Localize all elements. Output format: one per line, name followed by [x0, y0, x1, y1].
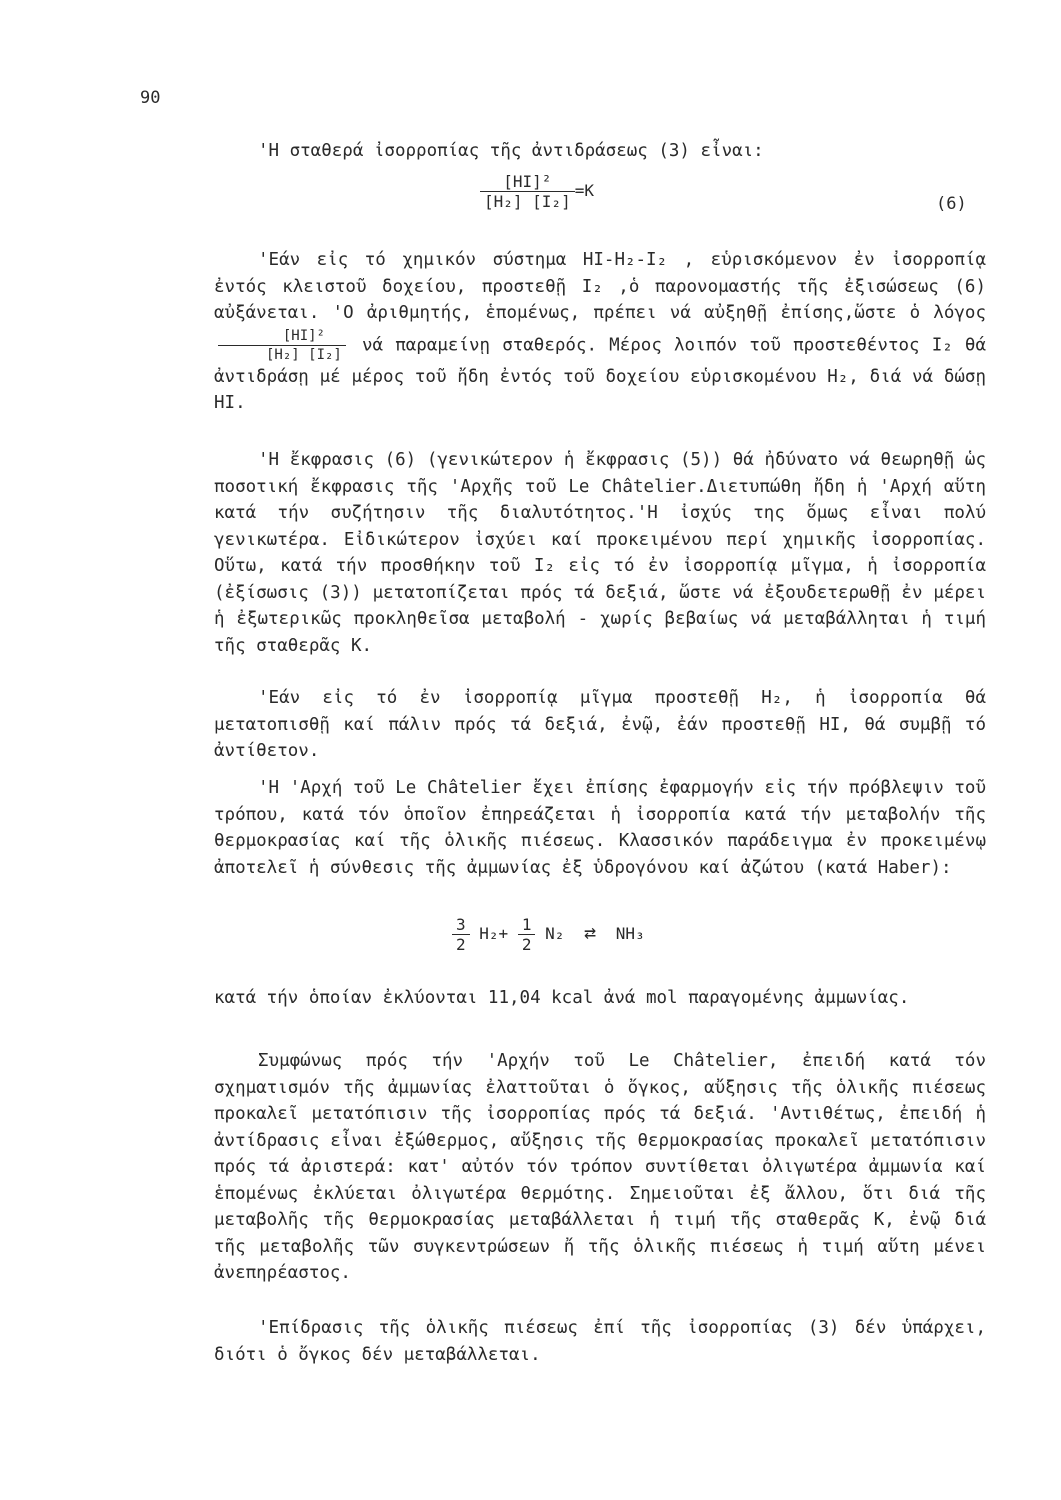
- equation-6-denominator: [H₂] [I₂]: [484, 192, 571, 211]
- haber-equation: [452, 915, 645, 954]
- ratio-numerator: [HI]²: [218, 327, 346, 346]
- paragraph-8: 'Επίδρασις τῆς ὁλικῆς πιέσεως ἐπί τῆς ἰσορροπίας (3) δέν ὑπάρχει, διότι ὁ ὄγκος δέν μεταβάλλεται.: [214, 1318, 986, 1365]
- ratio-fraction: [218, 327, 346, 364]
- page-number: 90: [140, 88, 161, 108]
- paragraph-7: Συμφώνως πρός τήν 'Αρχήν τοῦ Le Châtelier, ἐπειδή κατά τόν σχηματισμόν τῆς ἀμμωνίας ἐλαττοῦται ὁ ὄγκος, αὔξησις τῆς ὁλικῆς πιέσεως προκαλεῖ μετατόπισιν τῆς ἰσορροπίας πρός τά δεξιά. 'Αντιθέτως, ἐπειδή ἡ ἀντίδρασις εἶναι ἐξώθερμος, αὔξησις τῆς θερμοκρασίας προκαλεῖ μετατόπισιν πρός τά ἀριστερά: κατ' αὐτόν τόν τρόπον συντίθεται ὀλιγωτέρα ἀμμωνία καί ἑπομένως ἐκλύεται ὀλιγωτέρα θερμότης. Σημειοῦται ἐξ ἄλλου, ὅτι διά τῆς μεταβολῆς τῆς θερμοκρασίας μεταβάλλεται ἡ τιμή τῆς σταθερᾶς K, ἐνῷ διά τῆς μεταβολῆς τῶν συγκεντρώσεων ἤ τῆς ὁλικῆς πιέσεως ἡ τιμή αὕτη μένει ἀνεπηρέαστος.: [214, 1051, 986, 1283]
- reactant-n2: N₂: [545, 924, 565, 943]
- coefficient-h2: [452, 915, 470, 954]
- equilibrium-arrow-icon: ⇄: [584, 920, 597, 944]
- equation-6-rhs: =K: [574, 181, 594, 200]
- coefficient-h2-numerator: 3: [452, 915, 470, 935]
- paragraph-2: [214, 247, 986, 417]
- coefficient-n2-denominator: 2: [521, 935, 532, 954]
- paragraph-2-text-a: 'Εάν εἰς τό χημικόν σύστημα HI-H₂-I₂ , εὑρισκόμενον ἐν ἰσορροπίᾳ ἐντός κλειστοῦ δοχείου, προστεθῇ I₂ ,ὁ παρονομαστής τῆς ἐξισώσεως (6) αὐξάνεται. 'Ο ἀριθμητής, ἑπομένως, πρέπει νά αὐξηθῇ ἐπίσης,ὥστε ὁ λόγος: [214, 250, 986, 323]
- ratio-denominator: [H₂] [I₂]: [266, 346, 342, 363]
- equation-6: [480, 172, 594, 211]
- paragraph-4: 'Εάν εἰς τό ἐν ἰσορροπίᾳ μῖγμα προστεθῇ H₂, ἡ ἰσορροπία θά μετατοπισθῇ καί πάλιν πρός τά δεξιά, ἐνῷ, ἐάν προστεθῇ HI, θά συμβῇ τό ἀντίθετον.: [214, 688, 986, 761]
- paragraph-2-text-b: νά παραμείνῃ σταθερός. Μέρος λοιπόν τοῦ προστεθέντος I₂ θά ἀντιδράσῃ μέ μέρος τοῦ ἤδη ἐντός τοῦ δοχείου εὑρισκομένου H₂, διά νά δώσῃ HI.: [214, 335, 986, 413]
- paragraph-5: 'Η 'Αρχή τοῦ Le Châtelier ἔχει ἐπίσης ἐφαρμογήν εἰς τήν πρόβλεψιν τοῦ τρόπου, κατά τόν ὁποῖον ἐπηρεάζεται ἡ ἰσορροπία κατά τήν μεταβολήν τῆς θερμοκρασίας καί τῆς ὁλικῆς πιέσεως. Κλασσικόν παράδειγμα ἐν προκειμένῳ ἀποτελεῖ ἡ σύνθεσις τῆς ἀμμωνίας ἐξ ὑδρογόνου καί ἀζώτου (κατά Haber):: [214, 778, 986, 878]
- product-nh3: NH₃: [615, 924, 645, 943]
- paragraph-6: κατά τήν ὁποίαν ἐκλύονται 11,04 kcal ἀνά mol παραγομένης ἀμμωνίας.: [214, 988, 910, 1008]
- paragraph-1: 'Η σταθερά ἰσορροπίας τῆς ἀντιδράσεως (3) εἶναι:: [258, 141, 764, 161]
- equation-6-numerator: [HI]²: [480, 172, 575, 192]
- paragraph-3: 'Η ἔκφρασις (6) (γενικώτερον ἡ ἔκφρασις (5)) θά ἠδύνατο νά θεωρηθῇ ὡς ποσοτική ἔκφρασις τῆς 'Αρχῆς τοῦ Le Châtelier.Διετυπώθη ἤδη ἡ 'Αρχή αὕτη κατά τήν συζήτησιν τῆς διαλυτότητος.'Η ἰσχύς της ὅμως εἶναι πολύ γενικωτέρα. Εἰδικώτερον ἰσχύει καί προκειμένου περί χημικῆς ἰσορροπίας. Οὕτω, κατά τήν προσθήκην τοῦ I₂ εἰς τό ἐν ἰσορροπίᾳ μῖγμα, ἡ ἰσορροπία (ἐξίσωσις (3)) μετατοπίζεται πρός τά δεξιά, ὥστε νά ἐξουδετερωθῇ ἐν μέρει ἡ ἐξωτερικῶς προκληθεῖσα μεταβολή - χωρίς βεβαίως νά μεταβάλληται ἡ τιμή τῆς σταθερᾶς K.: [214, 450, 986, 656]
- reactant-h2: H₂+: [479, 924, 509, 943]
- coefficient-n2: [518, 915, 536, 954]
- equation-6-fraction: [480, 172, 575, 211]
- coefficient-h2-denominator: 2: [456, 935, 466, 954]
- equation-6-label: (6): [936, 194, 967, 214]
- coefficient-n2-numerator: 1: [518, 915, 536, 935]
